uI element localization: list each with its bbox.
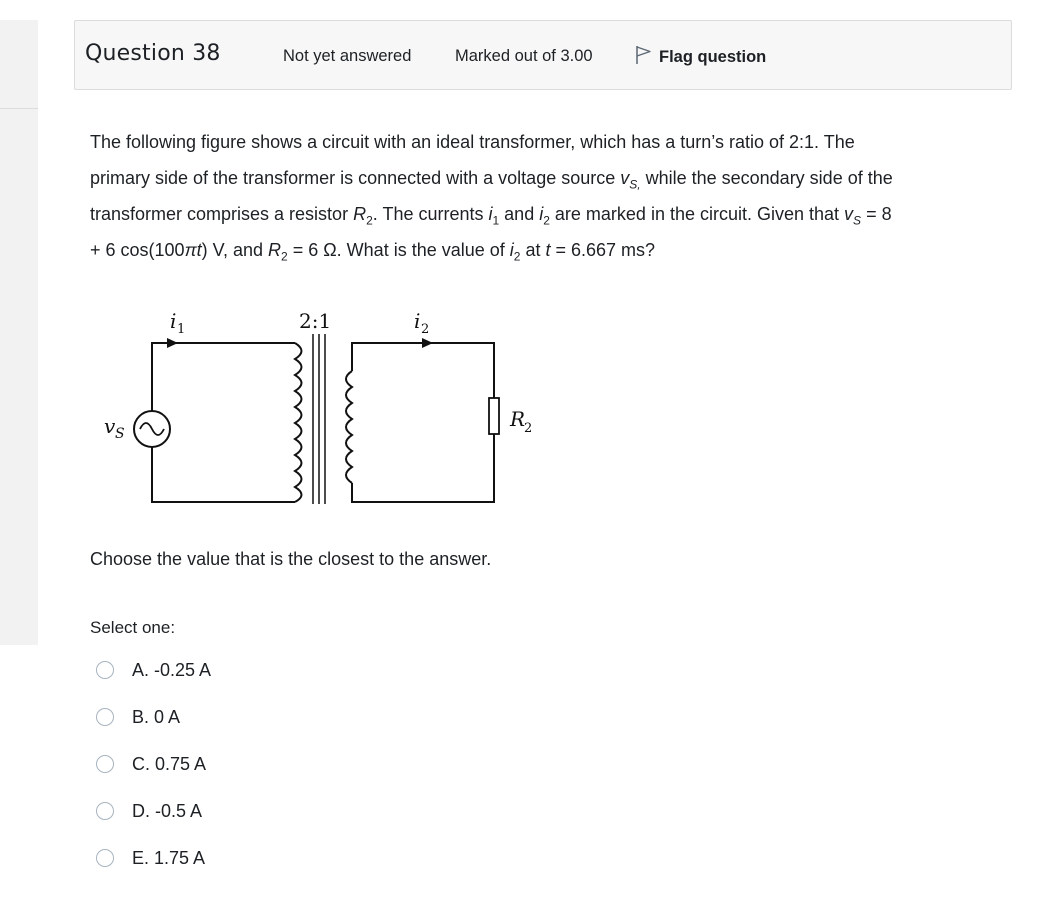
label-r2: R — [510, 407, 526, 431]
question-line-2: primary side of the transformer is connected with a voltage source $v_{S,}$ while the secondary side of the — [90, 168, 893, 192]
sine-symbol — [140, 423, 164, 435]
option-label: D. -0.5 A — [132, 800, 203, 821]
option-e[interactable] — [96, 838, 396, 878]
question-line-3: transformer comprises a resistor $R_2$. The currents $i_1$ and $i_2$ are marked in the circuit. Given that $v_S = 8$ — [90, 204, 892, 228]
radio-button[interactable] — [96, 849, 114, 867]
secondary-wire-bottom — [352, 434, 494, 502]
transformer-circuit-figure — [90, 296, 560, 521]
primary-coil — [295, 343, 302, 502]
option-label: A. -0.25 A — [132, 659, 212, 680]
label-i2-sub: 2 — [421, 322, 430, 337]
radio-button[interactable] — [96, 708, 114, 726]
label-ratio: 2:1 — [299, 309, 332, 333]
option-label: C. 0.75 A — [132, 753, 207, 774]
select-one-label: Select one: — [90, 618, 176, 637]
rail-divider — [0, 108, 38, 109]
question-text — [90, 124, 1010, 268]
label-vs-sub: S — [115, 426, 125, 442]
label-i1-sub: 1 — [177, 322, 186, 337]
question-line-1: The following figure shows a circuit with an ideal transformer, which has a turn’s ratio of 2:1. The — [90, 132, 855, 152]
radio-button[interactable] — [96, 661, 114, 679]
flag-question-button[interactable] — [635, 45, 766, 70]
label-r2-sub: 2 — [524, 421, 533, 436]
radio-button[interactable] — [96, 755, 114, 773]
flag-outline-icon — [635, 45, 653, 70]
option-b[interactable] — [96, 697, 396, 737]
option-c[interactable] — [96, 744, 396, 784]
flag-question-label: Flag question — [659, 48, 767, 66]
option-d[interactable] — [96, 791, 396, 831]
primary-wire — [152, 343, 295, 412]
left-navigation-rail — [0, 20, 38, 645]
option-a[interactable] — [96, 650, 396, 690]
radio-button[interactable] — [96, 802, 114, 820]
answer-instruction: Choose the value that is the closest to the answer. — [90, 549, 492, 569]
arrow-i2 — [422, 338, 433, 348]
option-label: B. 0 A — [132, 706, 181, 727]
arrow-i1 — [167, 338, 178, 348]
label-i2: i — [414, 309, 421, 333]
question-info-header — [74, 20, 1012, 90]
secondary-coil — [346, 371, 352, 483]
secondary-wire-top — [352, 343, 494, 398]
option-label: E. 1.75 A — [132, 847, 206, 868]
question-status: Not yet answered — [283, 47, 412, 65]
label-vs: v — [104, 414, 116, 438]
question-marks: Marked out of 3.00 — [455, 47, 593, 65]
question-line-4: + 6 cos(100πt) V, and $R_2 = 6$ Ω. What is the value of $i_2$ at t = 6.667 ms? — [90, 240, 656, 264]
question-number: Question 38 — [85, 41, 221, 66]
label-i1: i — [170, 309, 177, 333]
primary-wire-bottom — [152, 446, 295, 502]
resistor-r2 — [489, 398, 499, 434]
